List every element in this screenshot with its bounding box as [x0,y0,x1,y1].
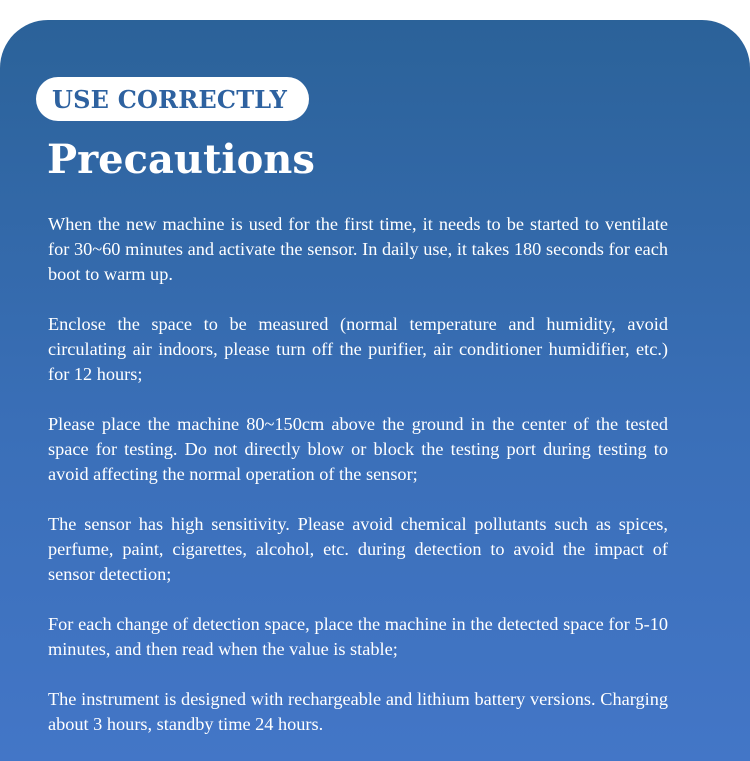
precaution-paragraph-sensitivity: The sensor has high sensitivity. Please avoid chemical pollutants such as spices, perfume, paint, cigarettes, alcohol, etc. during detection to avoid the impact of sensor detection; [48,514,668,584]
precaution-paragraph-first-use: When the new machine is used for the first time, it needs to be started to ventilate for 30~60 minutes and activate the sensor. In daily use, it takes 180 seconds for each boot to warm up. [48,214,668,284]
badge-label: USE CORRECTLY [52,84,288,114]
precaution-paragraph-placement: Please place the machine 80~150cm above the ground in the center of the tested space for testing. Do not directly blow or block the testing port during testing to avoid affecting the normal operation of the sensor; [48,414,668,484]
precaution-paragraph-enclose-space: Enclose the space to be measured (normal temperature and humidity, avoid circulating air indoors, please turn off the purifier, air conditioner humidifier, etc.) for 12 hours; [48,314,668,384]
precautions-card [0,20,750,761]
precaution-paragraph-space-change: For each change of detection space, place the machine in the detected space for 5-10 minutes, and then read when the value is stable; [48,614,668,659]
precautions-list [48,212,668,737]
use-correctly-badge [36,77,309,121]
precaution-paragraph-battery: The instrument is designed with rechargeable and lithium battery versions. Charging about 3 hours, standby time 24 hours. [48,689,668,734]
page-title: Precautions [47,136,315,183]
